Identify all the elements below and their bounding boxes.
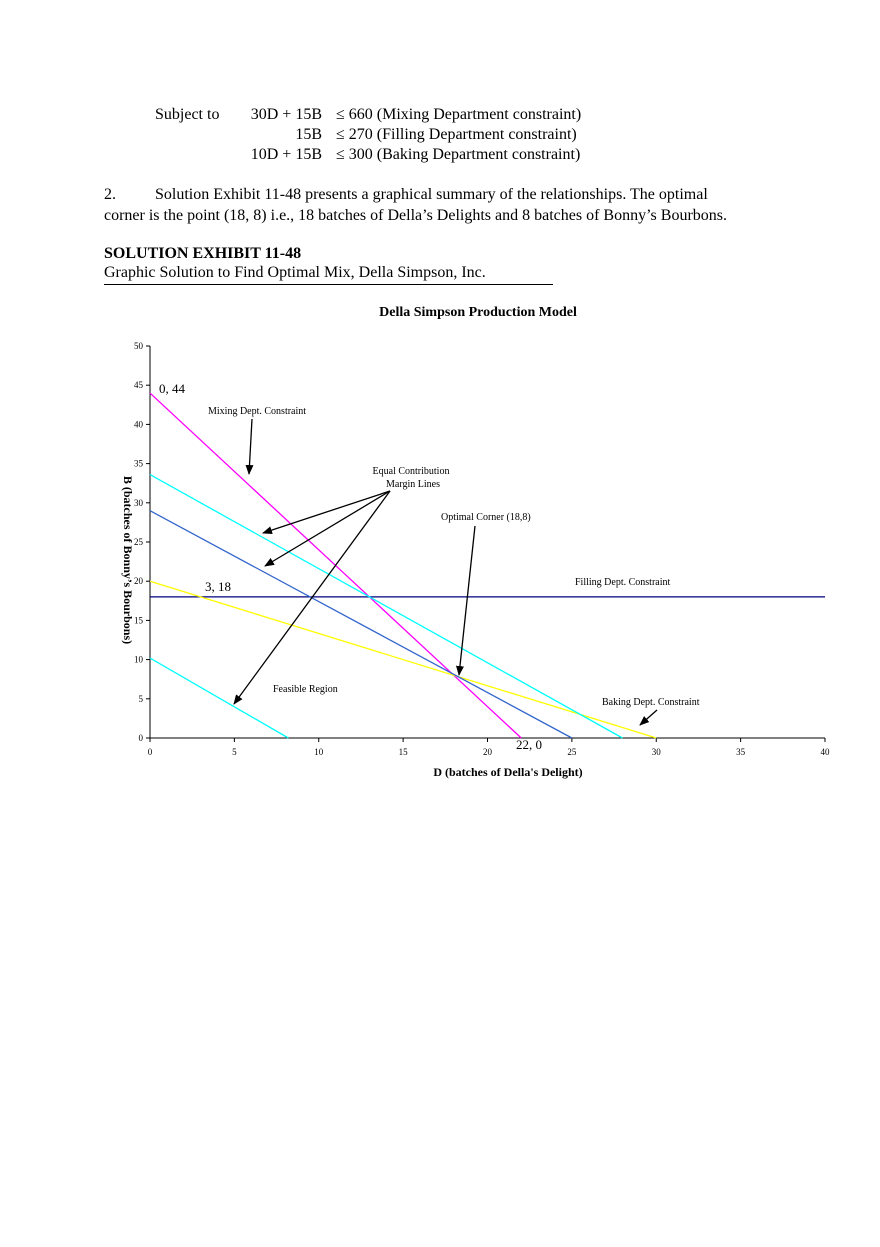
mixing-constraint-label: Mixing Dept. Constraint xyxy=(208,406,307,417)
filling-constraint-label: Filling Dept. Constraint xyxy=(575,577,671,588)
point-label-22-0: 22, 0 xyxy=(516,737,542,752)
x-tick-label: 5 xyxy=(232,747,237,757)
x-tick-label: 40 xyxy=(820,747,830,757)
chart-title: Della Simpson Production Model xyxy=(379,305,577,320)
y-tick-label: 45 xyxy=(134,380,143,391)
y-axis-label: B (batches of Bonny’s Bourbons) xyxy=(121,475,135,645)
constraint-rel-mixing: ≤ 660 (Mixing Department constraint) xyxy=(336,106,582,123)
solution-line-2: corner is the point (18, 8) i.e., 18 batches of Della’s Delights and 8 batches of Bonny’s Bourbons. xyxy=(104,207,727,224)
constraint-rel-baking: ≤ 300 (Baking Department constraint) xyxy=(336,146,581,163)
baking-constraint-label: Baking Dept. Constraint xyxy=(602,697,700,708)
point-label-3-18: 3, 18 xyxy=(205,579,231,594)
y-tick-label: 40 xyxy=(134,419,143,430)
y-tick-label: 25 xyxy=(134,537,143,547)
constraint-expr-filling: 15B xyxy=(295,126,322,143)
x-axis-label: D (batches of Della's Delight) xyxy=(433,765,583,779)
x-tick-label: 10 xyxy=(314,747,324,757)
series-line-6 xyxy=(150,658,288,738)
x-tick-label: 25 xyxy=(567,747,577,757)
equal-margin-label-1: Equal Contribution xyxy=(372,466,450,477)
solution-line-1: Solution Exhibit 11-48 presents a graphical summary of the relationships. The optimal xyxy=(155,186,708,203)
constraint-rel-filling: ≤ 270 (Filling Department constraint) xyxy=(336,126,577,143)
x-tick-label: 20 xyxy=(483,747,492,757)
equal-margin-arrow-2 xyxy=(265,491,390,566)
y-tick-label: 35 xyxy=(134,458,143,469)
constraint-expr-baking: 10D + 15B xyxy=(250,146,322,163)
exhibit-heading: SOLUTION EXHIBIT 11-48 xyxy=(104,245,302,262)
y-tick-label: 50 xyxy=(134,341,143,351)
y-tick-label: 30 xyxy=(134,497,143,508)
baking-arrow xyxy=(640,710,657,725)
y-tick-label: 5 xyxy=(138,693,143,704)
feasible-region-label: Feasible Region xyxy=(273,684,338,695)
y-tick-label: 10 xyxy=(134,654,143,665)
optimal-corner-label: Optimal Corner (18,8) xyxy=(441,512,531,523)
constraint-expr-mixing: 30D + 15B xyxy=(250,106,322,123)
series-line-5 xyxy=(150,511,572,738)
y-tick-label: 15 xyxy=(134,615,143,626)
x-tick-label: 0 xyxy=(147,747,153,757)
equal-margin-arrow-1 xyxy=(263,491,390,533)
equal-margin-label-2: Margin Lines xyxy=(386,479,440,490)
y-tick-label: 0 xyxy=(138,733,143,743)
point-label-0-44: 0, 44 xyxy=(159,381,185,396)
exhibit-subheading: Graphic Solution to Find Optimal Mix, Della Simpson, Inc. xyxy=(104,264,486,281)
solution-number: 2. xyxy=(104,186,116,203)
mixing-arrow xyxy=(249,419,252,474)
x-tick-label: 30 xyxy=(651,747,661,757)
optimal-corner-arrow xyxy=(459,526,475,675)
subject-to-label: Subject to xyxy=(155,106,220,123)
y-tick-label: 20 xyxy=(134,576,143,587)
x-tick-label: 35 xyxy=(736,747,746,757)
x-tick-label: 15 xyxy=(398,747,408,757)
